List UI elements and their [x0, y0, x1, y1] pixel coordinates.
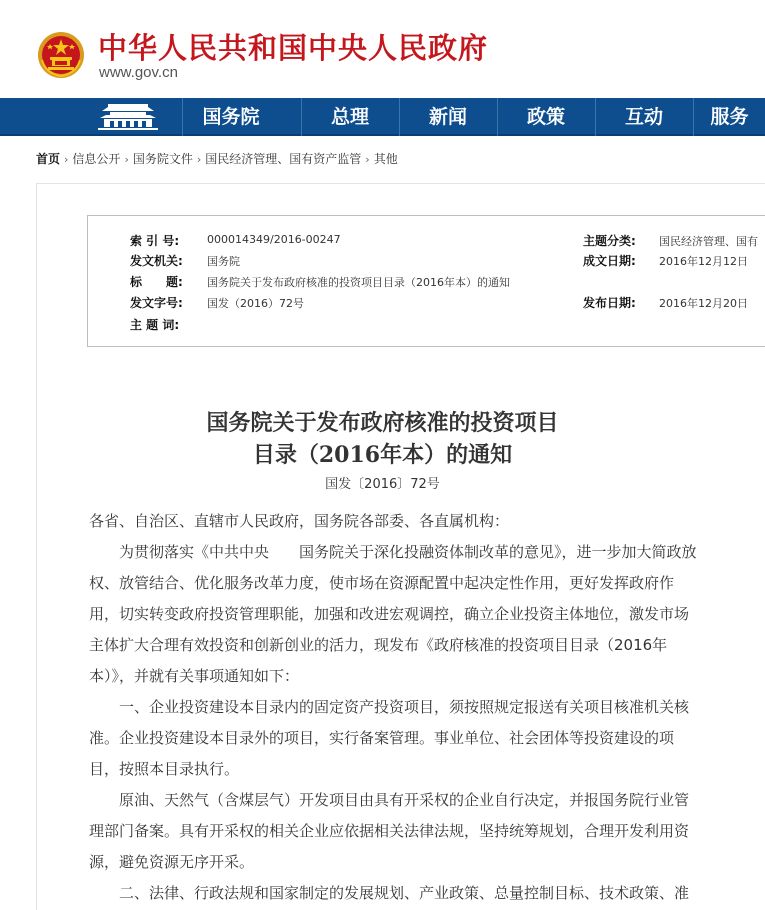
issuer-value: 国务院 [207, 255, 240, 268]
article-text-line: 二、法律、行政法规和国家制定的发展规划、产业政策、总量控制目标、技术政策、准 [89, 884, 690, 902]
docno-value: 国发（2016）72号 [207, 297, 304, 310]
chevron-right-icon: › [64, 153, 69, 166]
article-text-line: 一、企业投资建设本目录内的固定资产投资项目，须按照规定报送有关项目核准机关核 [89, 698, 690, 716]
article-text-line: 理部门备案。具有开采权的相关企业应依据相关法律法规，坚持统筹规划，合理开发利用资 [89, 822, 690, 840]
published-date-value: 2016年12月20日 [659, 297, 748, 310]
article-title-line-2: 目录（2016年本）的通知 [252, 442, 513, 468]
article-text-line: 权、放管结合、优化服务改革力度，使市场在资源配置中起决定性作用，更好发挥政府作 [89, 574, 675, 592]
article-text-line: 为贯彻落实《中共中央 国务院关于深化投融资体制改革的意见》，进一步加大简政放 [89, 543, 697, 561]
keywords-label: 主 题 词: [130, 318, 180, 332]
nav-item-premier[interactable]: 总理 [301, 98, 398, 136]
title-value: 国务院关于发布政府核准的投资项目目录（2016年本）的通知 [207, 276, 510, 289]
nav-item-interaction[interactable]: 互动 [595, 98, 692, 136]
published-date-label: 发布日期: [583, 296, 636, 310]
chevron-right-icon: › [196, 153, 202, 166]
site-url[interactable]: www.gov.cn [99, 64, 178, 81]
nav-item-policy[interactable]: 政策 [497, 98, 594, 136]
nav-item-services[interactable]: 服务 [693, 98, 765, 136]
article-text-line: 原油、天然气（含煤层气）开发项目由具有开采权的企业自行决定，并报国务院行业管 [89, 791, 690, 809]
article-text-line: 本）》，并就有关事项通知如下： [89, 667, 300, 685]
breadcrumb [36, 150, 398, 167]
national-emblem-icon[interactable] [36, 30, 86, 80]
document-number: 国发〔2016〕72号 [325, 477, 440, 492]
article-text-line: 准。企业投资建设本目录外的项目，实行备案管理。事业单位、社会团体等投资建设的项 [89, 729, 675, 747]
breadcrumb-home[interactable]: 首页 [36, 152, 61, 166]
category-value: 国民经济管理、国有 [659, 235, 758, 248]
title-label: 标 题: [130, 275, 183, 289]
index-label: 索 引 号: [130, 234, 180, 248]
breadcrumb-item[interactable]: 其他 [373, 152, 398, 166]
breadcrumb-item[interactable]: 国务院文件 [132, 152, 193, 166]
article-text-line: 各省、自治区、直辖市人民政府，国务院各部委、各直属机构： [89, 512, 510, 530]
breadcrumb-item[interactable]: 国民经济管理、国有资产监管 [205, 152, 362, 166]
site-header [0, 0, 765, 98]
document-metadata-box [87, 215, 765, 347]
issuer-label: 发文机关: [130, 254, 183, 268]
written-date-label: 成文日期: [583, 254, 636, 268]
nav-item-news[interactable]: 新闻 [399, 98, 496, 136]
tiananmen-icon[interactable] [96, 102, 160, 132]
main-navigation [0, 98, 765, 136]
category-label: 主题分类: [583, 234, 636, 248]
article-title-line-1: 国务院关于发布政府核准的投资项目 [206, 410, 559, 436]
index-value: 000014349/2016-00247 [207, 233, 341, 246]
article-text-line: 源，避免资源无序开采。 [89, 853, 255, 871]
written-date-value: 2016年12月12日 [659, 255, 748, 268]
article-text-line: 主体扩大合理有效投资和创新创业的活力，现发布《政府核准的投资项目目录（2016年 [89, 636, 668, 654]
article-text-line: 目，按照本目录执行。 [89, 760, 240, 778]
docno-label: 发文字号: [130, 296, 183, 310]
nav-item-state-council[interactable]: 国务院 [182, 98, 279, 136]
chevron-right-icon: › [365, 153, 370, 166]
article-text-line: 用，切实转变政府投资管理职能，加强和改进宏观调控，确立企业投资主体地位，激发市场 [89, 605, 690, 623]
chevron-right-icon: › [124, 153, 129, 166]
site-title[interactable]: 中华人民共和国中央人民政府 [98, 31, 489, 65]
breadcrumb-item[interactable]: 信息公开 [72, 152, 121, 166]
